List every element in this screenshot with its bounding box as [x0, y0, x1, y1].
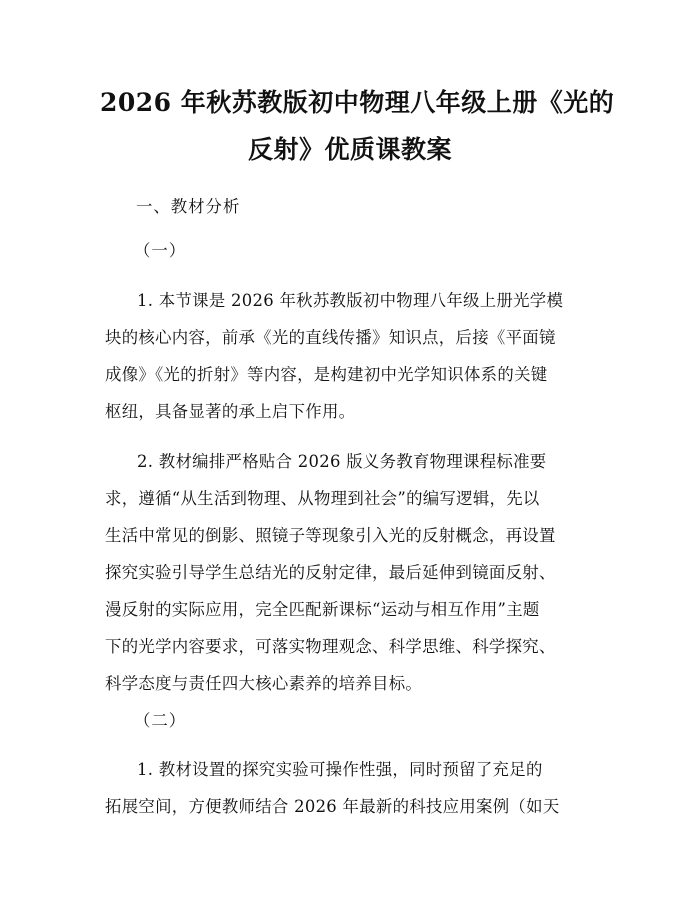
paragraph-2-line: 科学态度与责任四大核心素养的培养目标。: [105, 674, 423, 693]
section-heading: 一、教材分析: [136, 197, 241, 216]
paragraph-1-line: 成像》《光的折射》等内容，是构建初中光学知识体系的关键: [105, 365, 548, 384]
paragraph-2-line: 下的光学内容要求，可落实物理观念、科学思维、科学探究、: [105, 637, 556, 656]
paragraph-1-line: 1. 本节课是 2026 年秋苏教版初中物理八年级上册光学模: [137, 291, 564, 310]
document-title-line-1: 2026 年秋苏教版初中物理八年级上册《光的: [100, 88, 615, 117]
subsection-heading-1: （一）: [134, 241, 187, 260]
paragraph-2-line: 求，遵循“从生活到物理、从物理到社会”的编写逻辑，先以: [105, 489, 540, 508]
document-title-line-2: 反射》优质课教案: [247, 135, 452, 164]
paragraph-2-line: 2. 教材编排严格贴合 2026 版义务教育物理课程标准要: [137, 452, 547, 471]
subsection-heading-2: （二）: [134, 711, 187, 730]
paragraph-3-line: 拓展空间，方便教师结合 2026 年最新的科技应用案例（如天: [105, 797, 560, 816]
paragraph-1-line: 枢纽，具备显著的承上启下作用。: [105, 402, 356, 421]
paragraph-1-line: 块的核心内容，前承《光的直线传播》知识点，后接《平面镜: [105, 328, 556, 347]
paragraph-3-line: 1. 教材设置的探究实验可操作性强，同时预留了充足的: [137, 760, 543, 779]
paragraph-2-line: 探究实验引导学生总结光的反射定律，最后延伸到镜面反射、: [105, 563, 556, 582]
paragraph-2-line: 漫反射的实际应用，完全匹配新课标“运动与相互作用”主题: [105, 600, 540, 619]
paragraph-2-line: 生活中常见的倒影、照镜子等现象引入光的反射概念，再设置: [105, 526, 556, 545]
